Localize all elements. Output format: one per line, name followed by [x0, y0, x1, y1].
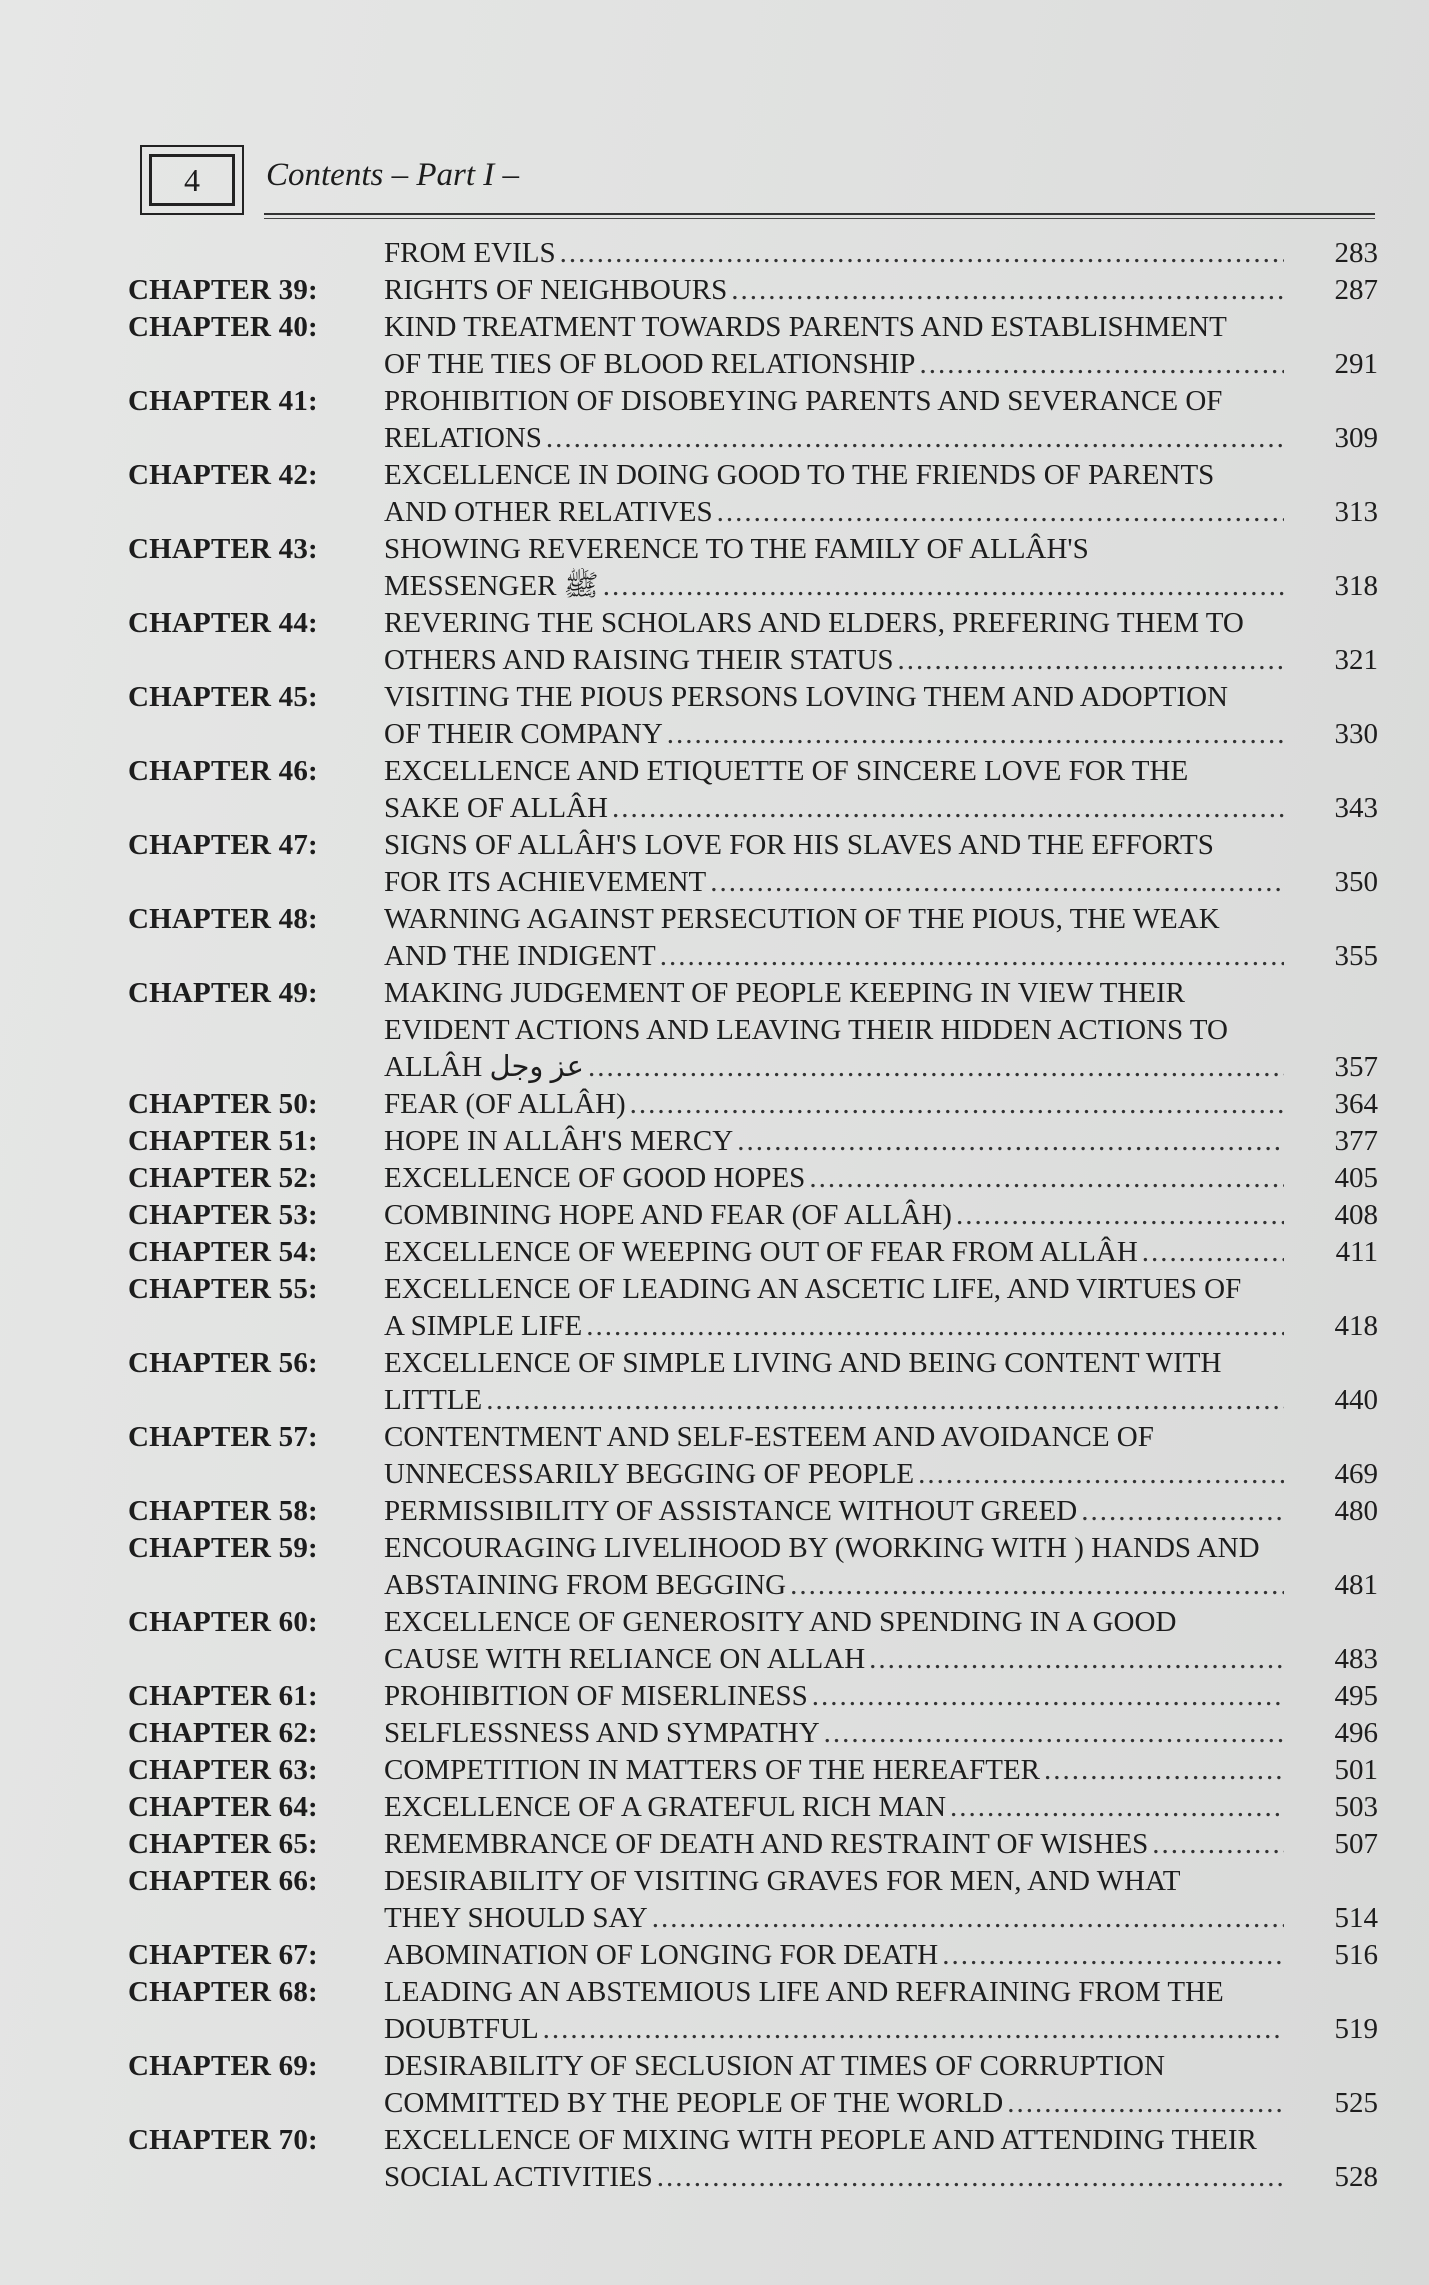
chapter-label: CHAPTER 64: — [128, 1791, 318, 1823]
chapter-label: CHAPTER 55: — [128, 1273, 318, 1305]
chapter-title — [384, 457, 1284, 531]
chapter-title-line — [384, 1271, 1284, 1308]
chapter-title-text: CAUSE WITH RELIANCE ON ALLAH — [384, 1643, 866, 1675]
toc-entry — [128, 605, 1378, 679]
chapter-title — [384, 605, 1284, 679]
chapter-title-text: DESIRABILITY OF SECLUSION AT TIMES OF CORRUPTION — [384, 2050, 1165, 2082]
dot-leader — [1044, 1752, 1284, 1789]
chapter-title-line — [384, 975, 1284, 1012]
chapter-title-line — [384, 1974, 1284, 2011]
dot-leader — [660, 938, 1284, 975]
page-reference: 519 — [1334, 2013, 1378, 2045]
toc-entry — [128, 1160, 1378, 1197]
chapter-title-text: AND OTHER RELATIVES — [384, 496, 713, 528]
toc-entry — [128, 1678, 1378, 1715]
chapter-title-line — [384, 383, 1284, 420]
chapter-title-text: VISITING THE PIOUS PERSONS LOVING THEM AND ADOPTION — [384, 681, 1228, 713]
chapter-label: CHAPTER 63: — [128, 1754, 318, 1786]
chapter-title-line — [384, 531, 1284, 568]
chapter-title — [384, 383, 1284, 457]
page-reference: 469 — [1334, 1458, 1378, 1490]
chapter-title-text: DOUBTFUL — [384, 2013, 539, 2045]
chapter-title-text: SHOWING REVERENCE TO THE FAMILY OF ALLÂH'S — [384, 533, 1089, 565]
dot-leader — [603, 568, 1284, 605]
dot-leader — [1142, 1234, 1284, 1271]
chapter-title-text: AND THE INDIGENT — [384, 940, 656, 972]
dot-leader — [717, 494, 1284, 531]
chapter-title-text: SELFLESSNESS AND SYMPATHY — [384, 1717, 820, 1749]
chapter-label: CHAPTER 60: — [128, 1606, 318, 1638]
page-reference: 514 — [1334, 1902, 1378, 1934]
chapter-title-line — [384, 346, 1284, 383]
chapter-label: CHAPTER 54: — [128, 1236, 318, 1268]
chapter-title-line — [384, 1826, 1284, 1863]
chapter-title-line — [384, 420, 1284, 457]
page-reference: 408 — [1334, 1199, 1378, 1231]
page-reference: 318 — [1334, 570, 1378, 602]
toc-entry — [128, 1937, 1378, 1974]
toc-entry — [128, 827, 1378, 901]
chapter-label: CHAPTER 69: — [128, 2050, 318, 2082]
chapter-title-text: OF THE TIES OF BLOOD RELATIONSHIP — [384, 348, 916, 380]
chapter-title-text: HOPE IN ALLÂH'S MERCY — [384, 1125, 734, 1157]
toc-entry — [128, 1345, 1378, 1419]
chapter-title-text: A SIMPLE LIFE — [384, 1310, 583, 1342]
chapter-title-text: EXCELLENCE OF GOOD HOPES — [384, 1162, 806, 1194]
chapter-title-line — [384, 2122, 1284, 2159]
toc-entry — [128, 753, 1378, 827]
page-reference: 440 — [1334, 1384, 1378, 1416]
chapter-title — [384, 1419, 1284, 1493]
dot-leader — [710, 864, 1284, 901]
page-reference: 364 — [1334, 1088, 1378, 1120]
dot-leader — [824, 1715, 1284, 1752]
chapter-label: CHAPTER 66: — [128, 1865, 318, 1897]
chapter-title-line — [384, 1900, 1284, 1937]
chapter-title-text: SOCIAL ACTIVITIES — [384, 2161, 653, 2193]
chapter-title-text: CONTENTMENT AND SELF-ESTEEM AND AVOIDANCE OF — [384, 1421, 1154, 1453]
chapter-label: CHAPTER 59: — [128, 1532, 318, 1564]
chapter-label: CHAPTER 40: — [128, 311, 318, 343]
toc-entry — [128, 1826, 1378, 1863]
chapter-title-text: ABOMINATION OF LONGING FOR DEATH — [384, 1939, 939, 1971]
chapter-title-line — [384, 1049, 1284, 1086]
toc-entry — [128, 272, 1378, 309]
page-reference: 357 — [1334, 1051, 1378, 1083]
chapter-title-text: FROM EVILS — [384, 237, 556, 269]
chapter-title-text: WARNING AGAINST PERSECUTION OF THE PIOUS, THE WEAK — [384, 903, 1220, 935]
dot-leader — [546, 420, 1284, 457]
dot-leader — [486, 1382, 1284, 1419]
chapter-label: CHAPTER 43: — [128, 533, 318, 565]
chapter-label: CHAPTER 41: — [128, 385, 318, 417]
chapter-title-text: EXCELLENCE OF WEEPING OUT OF FEAR FROM ALLÂH — [384, 1236, 1138, 1268]
chapter-title-line — [384, 1678, 1284, 1715]
chapter-label: CHAPTER 44: — [128, 607, 318, 639]
page-reference: 480 — [1334, 1495, 1378, 1527]
toc-entry — [128, 1715, 1378, 1752]
chapter-title-text: KIND TREATMENT TOWARDS PARENTS AND ESTABLISHMENT — [384, 311, 1227, 343]
chapter-title-line — [384, 716, 1284, 753]
chapter-title-line — [384, 679, 1284, 716]
page-reference: 501 — [1334, 1754, 1378, 1786]
toc-entry — [128, 1974, 1378, 2048]
page-reference: 418 — [1334, 1310, 1378, 1342]
dot-leader — [657, 2159, 1284, 2196]
chapter-title — [384, 1345, 1284, 1419]
chapter-title — [384, 1752, 1284, 1789]
chapter-title-line — [384, 1123, 1284, 1160]
page-reference: 405 — [1334, 1162, 1378, 1194]
dot-leader — [652, 1900, 1284, 1937]
page-reference: 283 — [1334, 237, 1378, 269]
chapter-title-line — [384, 568, 1284, 605]
dot-leader — [1152, 1826, 1284, 1863]
chapter-title-text: PROHIBITION OF MISERLINESS — [384, 1680, 808, 1712]
page-number: 4 — [149, 154, 235, 206]
toc-entry — [128, 1123, 1378, 1160]
chapter-title — [384, 1715, 1284, 1752]
toc-entry — [128, 1863, 1378, 1937]
chapter-title — [384, 531, 1284, 605]
chapter-label: CHAPTER 47: — [128, 829, 318, 861]
chapter-title — [384, 1678, 1284, 1715]
page-reference: 343 — [1334, 792, 1378, 824]
chapter-title-text: SIGNS OF ALLÂH'S LOVE FOR HIS SLAVES AND THE EFFORTS — [384, 829, 1214, 861]
toc-entry — [128, 531, 1378, 605]
chapter-title-line — [384, 2011, 1284, 2048]
page-reference: 287 — [1334, 274, 1378, 306]
chapter-title — [384, 1123, 1284, 1160]
chapter-title-text: PROHIBITION OF DISOBEYING PARENTS AND SEVERANCE OF — [384, 385, 1223, 417]
chapter-label: CHAPTER 68: — [128, 1976, 318, 2008]
dot-leader — [1007, 2085, 1284, 2122]
dot-leader — [790, 1567, 1284, 1604]
chapter-title — [384, 1234, 1284, 1271]
chapter-title-text: FEAR (OF ALLÂH) — [384, 1088, 626, 1120]
dot-leader — [918, 1456, 1284, 1493]
chapter-title-text: ENCOURAGING LIVELIHOOD BY (WORKING WITH ) HANDS AND — [384, 1532, 1260, 1564]
dot-leader — [731, 272, 1284, 309]
chapter-title-line — [384, 1308, 1284, 1345]
chapter-title-line — [384, 1086, 1284, 1123]
chapter-title-text: EXCELLENCE OF A GRATEFUL RICH MAN — [384, 1791, 947, 1823]
chapter-title — [384, 1974, 1284, 2048]
dot-leader — [1081, 1493, 1284, 1530]
chapter-title-text: COMMITTED BY THE PEOPLE OF THE WORLD — [384, 2087, 1004, 2119]
chapter-title-text: ABSTAINING FROM BEGGING — [384, 1569, 787, 1601]
chapter-title-line — [384, 753, 1284, 790]
chapter-title — [384, 272, 1284, 309]
toc-entry — [128, 235, 1378, 272]
toc-entry — [128, 1530, 1378, 1604]
chapter-title — [384, 679, 1284, 753]
chapter-title — [384, 1271, 1284, 1345]
header-rule — [264, 213, 1375, 219]
chapter-title — [384, 1197, 1284, 1234]
chapter-label: CHAPTER 65: — [128, 1828, 318, 1860]
chapter-title-line — [384, 1234, 1284, 1271]
chapter-label: CHAPTER 61: — [128, 1680, 318, 1712]
page-reference: 355 — [1334, 940, 1378, 972]
chapter-title-line — [384, 1382, 1284, 1419]
chapter-title-line — [384, 1752, 1284, 1789]
page-reference: 330 — [1334, 718, 1378, 750]
chapter-label: CHAPTER 62: — [128, 1717, 318, 1749]
chapter-label: CHAPTER 53: — [128, 1199, 318, 1231]
chapter-title-text: UNNECESSARILY BEGGING OF PEOPLE — [384, 1458, 915, 1490]
chapter-title-text: EXCELLENCE OF MIXING WITH PEOPLE AND ATTENDING THEIR — [384, 2124, 1257, 2156]
chapter-title-text: RIGHTS OF NEIGHBOURS — [384, 274, 728, 306]
toc-entry — [128, 309, 1378, 383]
chapter-title-text: MESSENGER ﷺ — [384, 570, 599, 602]
page-reference: 503 — [1334, 1791, 1378, 1823]
page-reference: 321 — [1334, 644, 1378, 676]
chapter-title — [384, 827, 1284, 901]
chapter-title-text: EXCELLENCE OF SIMPLE LIVING AND BEING CONTENT WITH — [384, 1347, 1222, 1379]
chapter-title-line — [384, 494, 1284, 531]
dot-leader — [560, 235, 1284, 272]
page-header — [140, 145, 1375, 227]
chapter-title-line — [384, 309, 1284, 346]
page-reference: 516 — [1334, 1939, 1378, 1971]
toc-entry — [128, 1086, 1378, 1123]
chapter-label: CHAPTER 58: — [128, 1495, 318, 1527]
dot-leader — [809, 1160, 1284, 1197]
toc-entry — [128, 1271, 1378, 1345]
dot-leader — [667, 716, 1284, 753]
chapter-title-text: PERMISSIBILITY OF ASSISTANCE WITHOUT GREED — [384, 1495, 1078, 1527]
toc-entry — [128, 2048, 1378, 2122]
chapter-title-text: REMEMBRANCE OF DEATH AND RESTRAINT OF WISHES — [384, 1828, 1149, 1860]
chapter-title-line — [384, 642, 1284, 679]
dot-leader — [942, 1937, 1284, 1974]
chapter-title — [384, 1493, 1284, 1530]
chapter-title — [384, 1604, 1284, 1678]
chapter-title-line — [384, 235, 1284, 272]
chapter-title-text: OF THEIR COMPANY — [384, 718, 663, 750]
chapter-title-text: RELATIONS — [384, 422, 542, 454]
toc-entry — [128, 383, 1378, 457]
chapter-title-text: EXCELLENCE AND ETIQUETTE OF SINCERE LOVE FOR THE — [384, 755, 1189, 787]
chapter-title-line — [384, 790, 1284, 827]
chapter-label: CHAPTER 49: — [128, 977, 318, 1009]
chapter-title-line — [384, 605, 1284, 642]
chapter-title-text: EXCELLENCE OF LEADING AN ASCETIC LIFE, AND VIRTUES OF — [384, 1273, 1242, 1305]
chapter-label: CHAPTER 56: — [128, 1347, 318, 1379]
chapter-title-line — [384, 1567, 1284, 1604]
chapter-title-line — [384, 1530, 1284, 1567]
dot-leader — [869, 1641, 1284, 1678]
dot-leader — [588, 1049, 1284, 1086]
chapter-title — [384, 753, 1284, 827]
dot-leader — [919, 346, 1284, 383]
chapter-title — [384, 1160, 1284, 1197]
chapter-title-line — [384, 1493, 1284, 1530]
chapter-label: CHAPTER 52: — [128, 1162, 318, 1194]
toc-entry — [128, 1197, 1378, 1234]
dot-leader — [543, 2011, 1284, 2048]
toc-entry — [128, 457, 1378, 531]
dot-leader — [737, 1123, 1284, 1160]
chapter-title-text: SAKE OF ALLÂH — [384, 792, 608, 824]
chapter-label: CHAPTER 51: — [128, 1125, 318, 1157]
chapter-title — [384, 901, 1284, 975]
chapter-title-line — [384, 1419, 1284, 1456]
toc-entry — [128, 1493, 1378, 1530]
chapter-title-line — [384, 1160, 1284, 1197]
toc-entry — [128, 1604, 1378, 1678]
chapter-title — [384, 235, 1284, 272]
chapter-title-line — [384, 1197, 1284, 1234]
chapter-title-line — [384, 827, 1284, 864]
chapter-title-text: OTHERS AND RAISING THEIR STATUS — [384, 644, 894, 676]
chapter-title-line — [384, 938, 1284, 975]
chapter-title-text: REVERING THE SCHOLARS AND ELDERS, PREFERING THEM TO — [384, 607, 1244, 639]
chapter-title-line — [384, 1012, 1284, 1049]
chapter-title-line — [384, 1789, 1284, 1826]
dot-leader — [950, 1789, 1284, 1826]
page-reference: 350 — [1334, 866, 1378, 898]
toc-entry — [128, 1234, 1378, 1271]
dot-leader — [630, 1086, 1284, 1123]
chapter-title-text: COMBINING HOPE AND FEAR (OF ALLÂH) — [384, 1199, 952, 1231]
page-reference: 481 — [1334, 1569, 1378, 1601]
running-title: Contents – Part I – — [266, 157, 519, 193]
chapter-title-text: MAKING JUDGEMENT OF PEOPLE KEEPING IN VIEW THEIR — [384, 977, 1185, 1009]
toc-entry — [128, 901, 1378, 975]
chapter-label: CHAPTER 46: — [128, 755, 318, 787]
chapter-label: CHAPTER 57: — [128, 1421, 318, 1453]
chapter-title — [384, 1826, 1284, 1863]
page-reference: 496 — [1334, 1717, 1378, 1749]
table-of-contents — [128, 235, 1378, 2196]
page-reference: 291 — [1334, 348, 1378, 380]
page-reference: 528 — [1334, 2161, 1378, 2193]
chapter-label: CHAPTER 42: — [128, 459, 318, 491]
dot-leader — [586, 1308, 1284, 1345]
chapter-title-text: THEY SHOULD SAY — [384, 1902, 648, 1934]
toc-entry — [128, 975, 1378, 1086]
page-number-box — [140, 145, 244, 215]
chapter-title — [384, 2122, 1284, 2196]
chapter-title-line — [384, 2159, 1284, 2196]
chapter-title-text: COMPETITION IN MATTERS OF THE HEREAFTER — [384, 1754, 1040, 1786]
chapter-title-text: ALLÂH عز وجل — [384, 1051, 584, 1083]
chapter-title-text: EXCELLENCE IN DOING GOOD TO THE FRIENDS OF PARENTS — [384, 459, 1215, 491]
chapter-title-line — [384, 2085, 1284, 2122]
chapter-title-text: EVIDENT ACTIONS AND LEAVING THEIR HIDDEN ACTIONS TO — [384, 1014, 1228, 1046]
chapter-title-line — [384, 1456, 1284, 1493]
chapter-title-line — [384, 901, 1284, 938]
chapter-title-text: EXCELLENCE OF GENEROSITY AND SPENDING IN A GOOD — [384, 1606, 1177, 1638]
toc-entry — [128, 1752, 1378, 1789]
chapter-title-text: DESIRABILITY OF VISITING GRAVES FOR MEN, AND WHAT — [384, 1865, 1181, 1897]
chapter-title-line — [384, 864, 1284, 901]
chapter-title-line — [384, 1641, 1284, 1678]
chapter-title-line — [384, 2048, 1284, 2085]
chapter-title-text: LEADING AN ABSTEMIOUS LIFE AND REFRAINING FROM THE — [384, 1976, 1224, 2008]
page-reference: 411 — [1335, 1236, 1378, 1268]
chapter-title — [384, 309, 1284, 383]
chapter-title — [384, 1863, 1284, 1937]
chapter-label: CHAPTER 48: — [128, 903, 318, 935]
chapter-title — [384, 1937, 1284, 1974]
page-reference: 507 — [1334, 1828, 1378, 1860]
dot-leader — [898, 642, 1284, 679]
chapter-title-text: LITTLE — [384, 1384, 483, 1416]
page-reference: 495 — [1334, 1680, 1378, 1712]
chapter-label: CHAPTER 67: — [128, 1939, 318, 1971]
chapter-title-line — [384, 1863, 1284, 1900]
toc-entry — [128, 679, 1378, 753]
chapter-title-text: FOR ITS ACHIEVEMENT — [384, 866, 707, 898]
chapter-title — [384, 1086, 1284, 1123]
dot-leader — [812, 1678, 1284, 1715]
chapter-title-line — [384, 457, 1284, 494]
page-reference: 483 — [1334, 1643, 1378, 1675]
chapter-label: CHAPTER 45: — [128, 681, 318, 713]
chapter-label: CHAPTER 39: — [128, 274, 318, 306]
page-reference: 525 — [1334, 2087, 1378, 2119]
chapter-title-line — [384, 1715, 1284, 1752]
toc-entry — [128, 1419, 1378, 1493]
chapter-title-line — [384, 1604, 1284, 1641]
page-reference: 313 — [1334, 496, 1378, 528]
page-reference: 309 — [1334, 422, 1378, 454]
dot-leader — [612, 790, 1284, 827]
toc-entry — [128, 1789, 1378, 1826]
chapter-title — [384, 975, 1284, 1086]
page-reference: 377 — [1334, 1125, 1378, 1157]
chapter-title-line — [384, 272, 1284, 309]
chapter-title — [384, 2048, 1284, 2122]
chapter-title-line — [384, 1345, 1284, 1382]
chapter-title — [384, 1789, 1284, 1826]
chapter-label: CHAPTER 70: — [128, 2124, 318, 2156]
chapter-title-line — [384, 1937, 1284, 1974]
chapter-label: CHAPTER 50: — [128, 1088, 318, 1120]
chapter-title — [384, 1530, 1284, 1604]
dot-leader — [956, 1197, 1284, 1234]
toc-entry — [128, 2122, 1378, 2196]
